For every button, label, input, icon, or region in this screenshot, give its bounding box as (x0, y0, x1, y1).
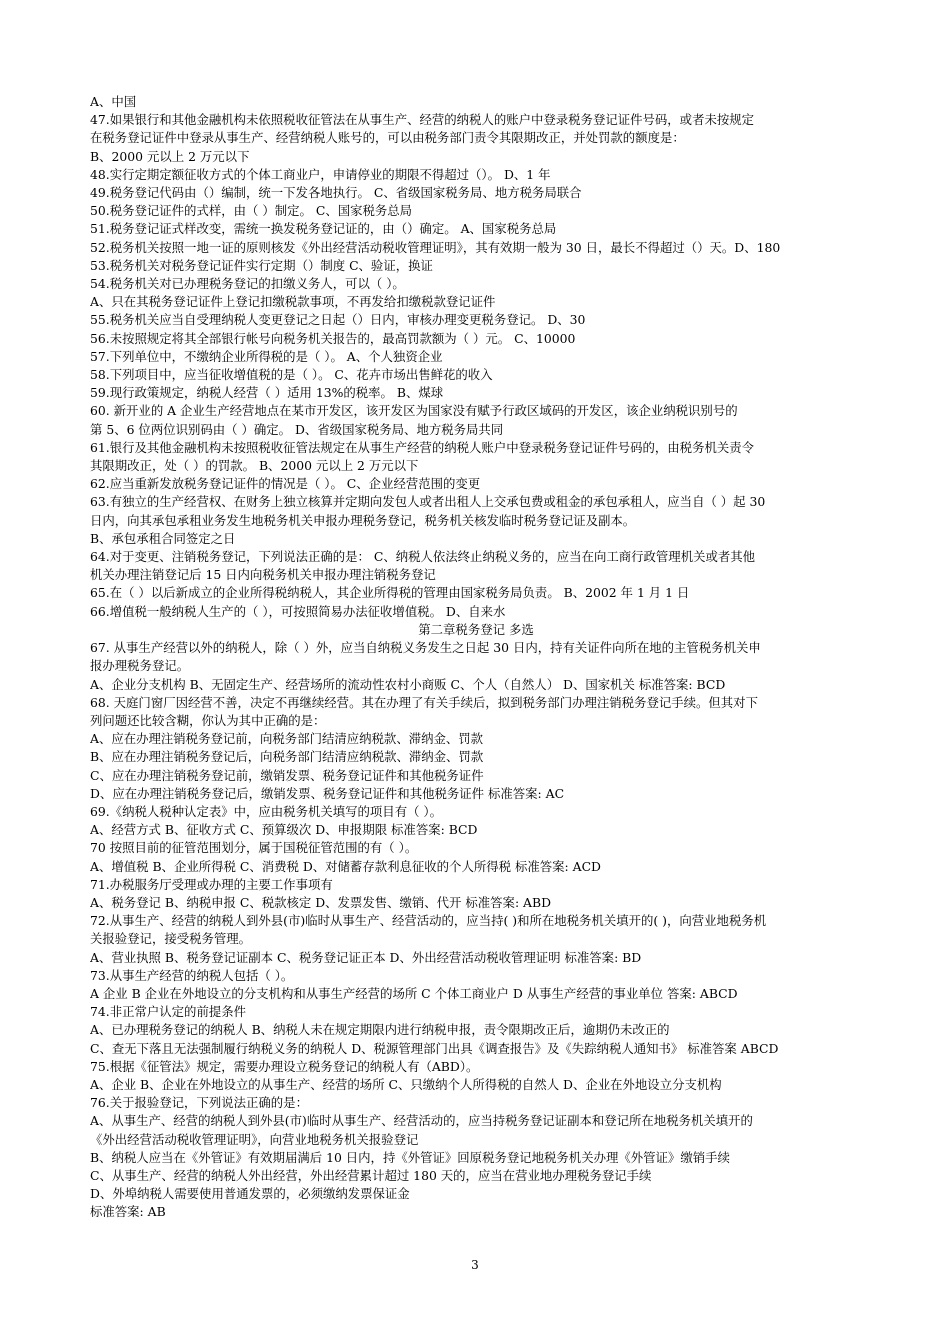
text-line: A、已办理税务登记的纳税人 B、纳税人未在规定期限内进行纳税申报，责令限期改正后，逾期仍未改正的 (90, 1022, 670, 1038)
text-line: 64.对于变更、注销税务登记，下列说法正确的是： C、纳税人依法终止纳税义务的，应当在向工商行政管理机关或者其他 (90, 549, 756, 565)
text-line: 报办理税务登记。 (90, 658, 190, 674)
text-line: 53.税务机关对税务登记证件实行定期（）制度 C、验证，换证 (90, 257, 433, 273)
text-line: 76.关于报验登记，下列说法正确的是： (90, 1095, 308, 1111)
text-line: A、企业 B、企业在外地设立的从事生产、经营的场所 C、只缴纳个人所得税的自然人 D、企业在外地设立分支机构 (90, 1076, 722, 1092)
text-line: 54.税务机关对已办理税务登记的扣缴义务人，可以（ ）。 (90, 276, 405, 292)
text-line: 68. 天庭门窗厂因经营不善，决定不再继续经营。其在办理了有关手续后，拟到税务部门办理注销税务登记手续。但其对下 (90, 694, 758, 710)
text-line: 日内，向其承包承租业务发生地税务机关申报办理税务登记，税务机关核发临时税务登记证及副本。 (90, 512, 636, 528)
text-line: A、税务登记 B、纳税申报 C、税款核定 D、发票发售、缴销、代开 标准答案: ABD (90, 894, 552, 910)
text-line: 在税务登记证件中登录从事生产、经营纳税人账号的，可以由税务部门责令其限期改正，并处罚款的额度是： (90, 130, 685, 146)
section-heading: 第二章税务登记 多选 (418, 621, 534, 637)
text-line: C、应在办理注销税务登记前，缴销发票、税务登记证件和其他税务证件 (90, 767, 484, 783)
page-number: 3 (471, 1258, 479, 1272)
text-line: A 企业 B 企业在外地设立的分支机构和从事生产经营的场所 C 个体工商业户 D 从事生产经营的事业单位 答案: ABCD (90, 985, 738, 1001)
text-line: D、应在办理注销税务登记后，缴销发票、税务登记证件和其他税务证件 标准答案: AC (90, 785, 565, 801)
text-line: 72.从事生产、经营的纳税人到外县(市)临时从事生产、经营活动的，应当持( )和所在地税务机关填开的( )，向营业地税务机 (90, 913, 767, 929)
text-line: 49.税务登记代码由（）编制，统一下发各地执行。 C、省级国家税务局、地方税务局联合 (90, 185, 582, 201)
text-line: 其限期改正，处（ ）的罚款。 B、2000 元以上 2 万元以下 (90, 458, 419, 474)
text-line: 65.在（ ）以后新成立的企业所得税纳税人，其企业所得税的管理由国家税务局负责。 B、2002 年 1 月 1 日 (90, 585, 690, 601)
text-line: 75.根据《征管法》规定，需要办理设立税务登记的纳税人有（ABD）。 (90, 1058, 479, 1074)
text-line: 47.如果银行和其他金融机构未依照税收征管法在从事生产、经营的纳税人的账户中登录税务登记证件号码，或者未按规定 (90, 112, 755, 128)
text-line: 71.办税服务厅受理或办理的主要工作事项有 (90, 876, 333, 892)
text-line: 67. 从事生产经营以外的纳税人，除（ ）外，应当自纳税义务发生之日起 30 日内，持有关证件向所在地的主管税务机关申 (90, 640, 761, 656)
text-line: 59.现行政策规定，纳税人经营（ ）适用 13%的税率。 B、煤球 (90, 385, 444, 401)
text-line: A、应在办理注销税务登记前，向税务部门结清应纳税款、滞纳金、罚款 (90, 731, 484, 747)
text-line: C、查无下落且无法强制履行纳税义务的纳税人 D、税源管理部门出具《调查报告》及《失踪纳税人通知书》 标准答案 ABCD (90, 1040, 779, 1056)
text-line: 66.增值税一般纳税人生产的（ ），可按照简易办法征收增值税。 D、自来水 (90, 603, 506, 619)
text-line: 55.税务机关应当自受理纳税人变更登记之日起（）日内，审核办理变更税务登记。 D、30 (90, 312, 586, 328)
text-line: 56.未按照规定将其全部银行帐号向税务机关报告的，最高罚款额为（ ）元。 C、10000 (90, 330, 576, 346)
text-line: 63.有独立的生产经营权、在财务上独立核算并定期向发包人或者出租人上交承包费或租金的承包承租人，应当自（ ）起 30 (90, 494, 766, 510)
text-line: C、从事生产、经营的纳税人外出经营，外出经营累计超过 180 天的，应当在营业地办理税务登记手续 (90, 1167, 652, 1183)
text-line: 关报验登记，接受税务管理。 (90, 931, 252, 947)
text-line: 50.税务登记证件的式样，由（ ）制定。 C、国家税务总局 (90, 203, 413, 219)
text-line: 52.税务机关按照一地一证的原则核发《外出经营活动税收管理证明》，其有效期一般为 30 日，最长不得超过（）天。D、180 (90, 239, 781, 255)
text-line: 61.银行及其他金融机构未按照税收征管法规定在从事生产经营的纳税人账户中登录税务登记证件号码的，由税务机关责令 (90, 439, 755, 455)
text-line: A、经营方式 B、征收方式 C、预算级次 D、申报期限 标准答案: BCD (90, 822, 478, 838)
text-line: 60. 新开业的 A 企业生产经营地点在某市开发区，该开发区为国家没有赋予行政区域码的开发区，该企业纳税识别号的 (90, 403, 738, 419)
text-line: 62.应当重新发放税务登记证件的情况是（ ）。 C、企业经营范围的变更 (90, 476, 481, 492)
text-line: B、纳税人应当在《外管证》有效期届满后 10 日内，持《外管证》回原税务登记地税务机关办理《外管证》缴销手续 (90, 1149, 730, 1165)
text-line: 标准答案: AB (90, 1204, 166, 1220)
text-line: 73.从事生产经营的纳税人包括（ ）。 (90, 967, 294, 983)
text-line: 70 按照目前的征管范围划分，属于国税征管范围的有（ ）。 (90, 840, 418, 856)
text-line: A、只在其税务登记证件上登记扣缴税款事项，不再发给扣缴税款登记证件 (90, 294, 496, 310)
text-line: A、增值税 B、企业所得税 C、消费税 D、对储蓄存款利息征收的个人所得税 标准答案: ACD (90, 858, 601, 874)
text-line: B、2000 元以上 2 万元以下 (90, 148, 250, 164)
text-line: 74.非正常户认定的前提条件 (90, 1004, 247, 1020)
text-line: 机关办理注销登记后 15 日内向税务机关申报办理注销税务登记 (90, 567, 436, 583)
text-line: 69.《纳税人税种认定表》中，应由税务机关填写的项目有（ ）。 (90, 803, 442, 819)
text-line: A、营业执照 B、税务登记证副本 C、税务登记证正本 D、外出经营活动税收管理证明 标准答案: BD (90, 949, 642, 965)
text-line: 51.税务登记证式样改变，需统一换发税务登记证的，由（）确定。 A、国家税务总局 (90, 221, 557, 237)
text-line: A、从事生产、经营的纳税人到外县(市)临时从事生产、经营活动的，应当持税务登记证副本和登记所在地税务机关填开的 (90, 1113, 753, 1129)
text-line: 58.下列项目中，应当征收增值税的是（ ）。 C、花卉市场出售鲜花的收入 (90, 367, 493, 383)
text-line: A、中国 (90, 94, 137, 109)
text-line: A、企业分支机构 B、无固定生产、经营场所的流动性农村小商贩 C、个人（自然人） D、国家机关 标准答案: BCD (90, 676, 726, 692)
text-line: 48.实行定期定额征收方式的个体工商业户，申请停业的期限不得超过（）。 D、1 年 (90, 166, 551, 182)
text-line: 《外出经营活动税收管理证明》，向营业地税务机关报验登记 (90, 1131, 419, 1147)
text-line: 57.下列单位中，不缴纳企业所得税的是（ ）。 A、个人独资企业 (90, 348, 443, 364)
text-line: D、外埠纳税人需要使用普通发票的，必须缴纳发票保证金 (90, 1186, 410, 1202)
text-line: 列问题还比较含糊，你认为其中正确的是： (90, 712, 326, 728)
text-line: 第 5、6 位两位识别码由（ ）确定。 D、省级国家税务局、地方税务局共同 (90, 421, 504, 437)
text-line: B、应在办理注销税务登记后，向税务部门结清应纳税款、滞纳金、罚款 (90, 749, 484, 765)
text-line: B、承包承租合同签定之日 (90, 530, 236, 546)
document-body (90, 93, 862, 1222)
